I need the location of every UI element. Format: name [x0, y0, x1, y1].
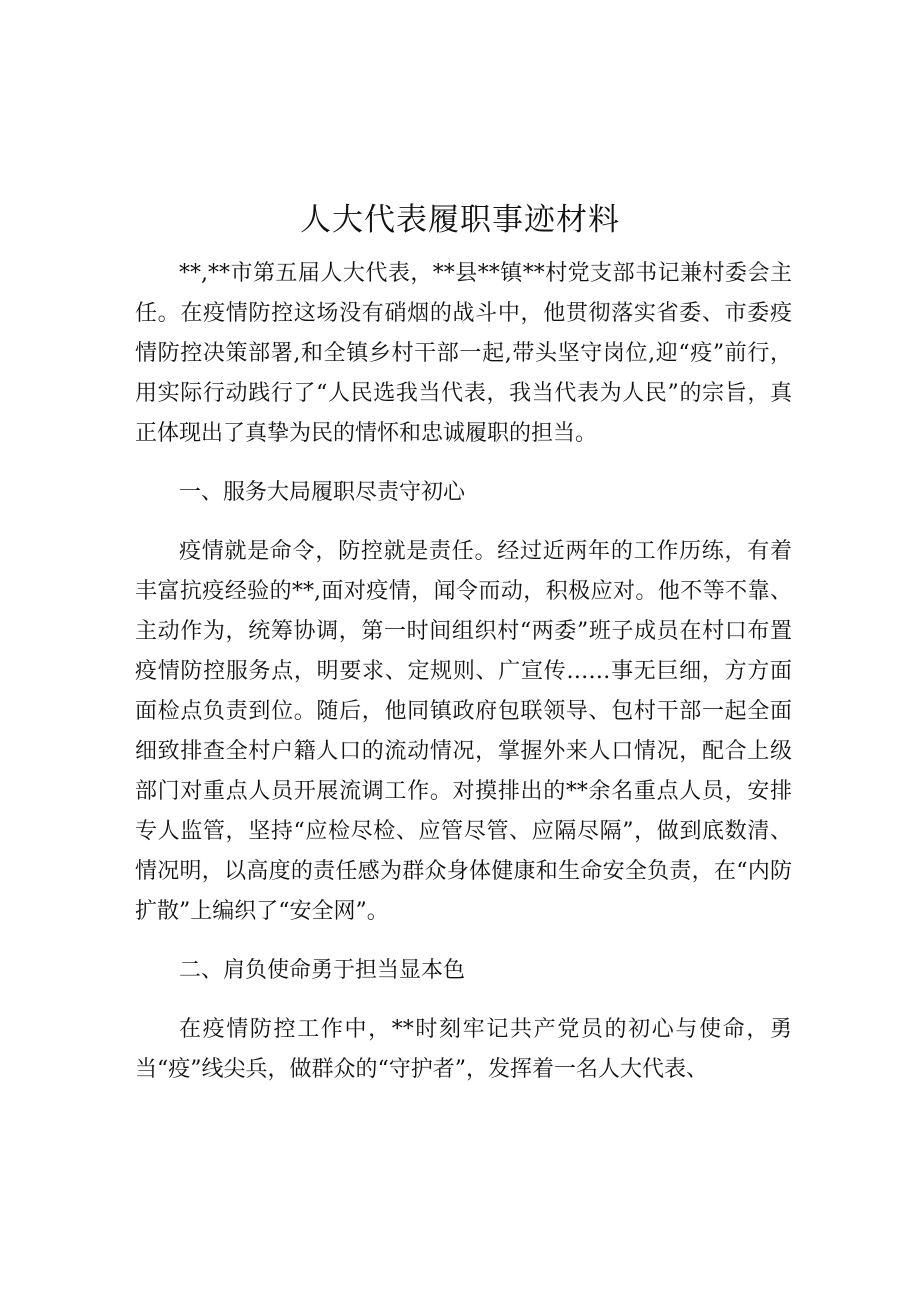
section-heading-2: 二、肩负使命勇于担当显本色 [179, 958, 466, 983]
section-2-paragraph: 在疫情防控工作中，**时刻牢记共产党员的初心与使命，勇当“疫”线尖兵，做群众的“守护者”，发挥着一名人大代表、 [135, 1017, 792, 1082]
section-heading-1: 一、服务大局履职尽责守初心 [179, 480, 466, 505]
document-body [135, 254, 792, 1109]
document-title: 人大代表履职事迹材料 [300, 202, 620, 238]
section-1-paragraph: 疫情就是命令，防控就是责任。经过近两年的工作历练，有着丰富抗疫经验的**,面对疫情，闻令而动，积极应对。他不等不靠、主动作为，统筹协调，第一时间组织村“两委”班子成员在村口布置疫情防控服务点，明要求、定规则、广宣传……事无巨细，方方面面检点负责到位。随后，他同镇政府包联领导、包村干部一起全面细致排查全村户籍人口的流动情况，掌握外来人口情况，配合上级部门对重点人员开展流调工作。对摸排出的**余名重点人员，安排专人监管，坚持“应检尽检、应管尽管、应隔尽隔”，做到底数清、情况明，以高度的责任感为群众身体健康和生命安全负责，在“内防扩散”上编织了“安全网”。 [135, 539, 792, 924]
intro-paragraph: **,**市第五届人大代表，**县**镇**村党支部书记兼村委会主任。在疫情防控这场没有硝烟的战斗中，他贯彻落实省委、市委疫情防控决策部署,和全镇乡村干部一起,带头坚守岗位,迎“疫”前行，用实际行动践行了“人民选我当代表，我当代表为人民”的宗旨，真正体现出了真挚为民的情怀和忠诚履职的担当。 [135, 261, 792, 446]
